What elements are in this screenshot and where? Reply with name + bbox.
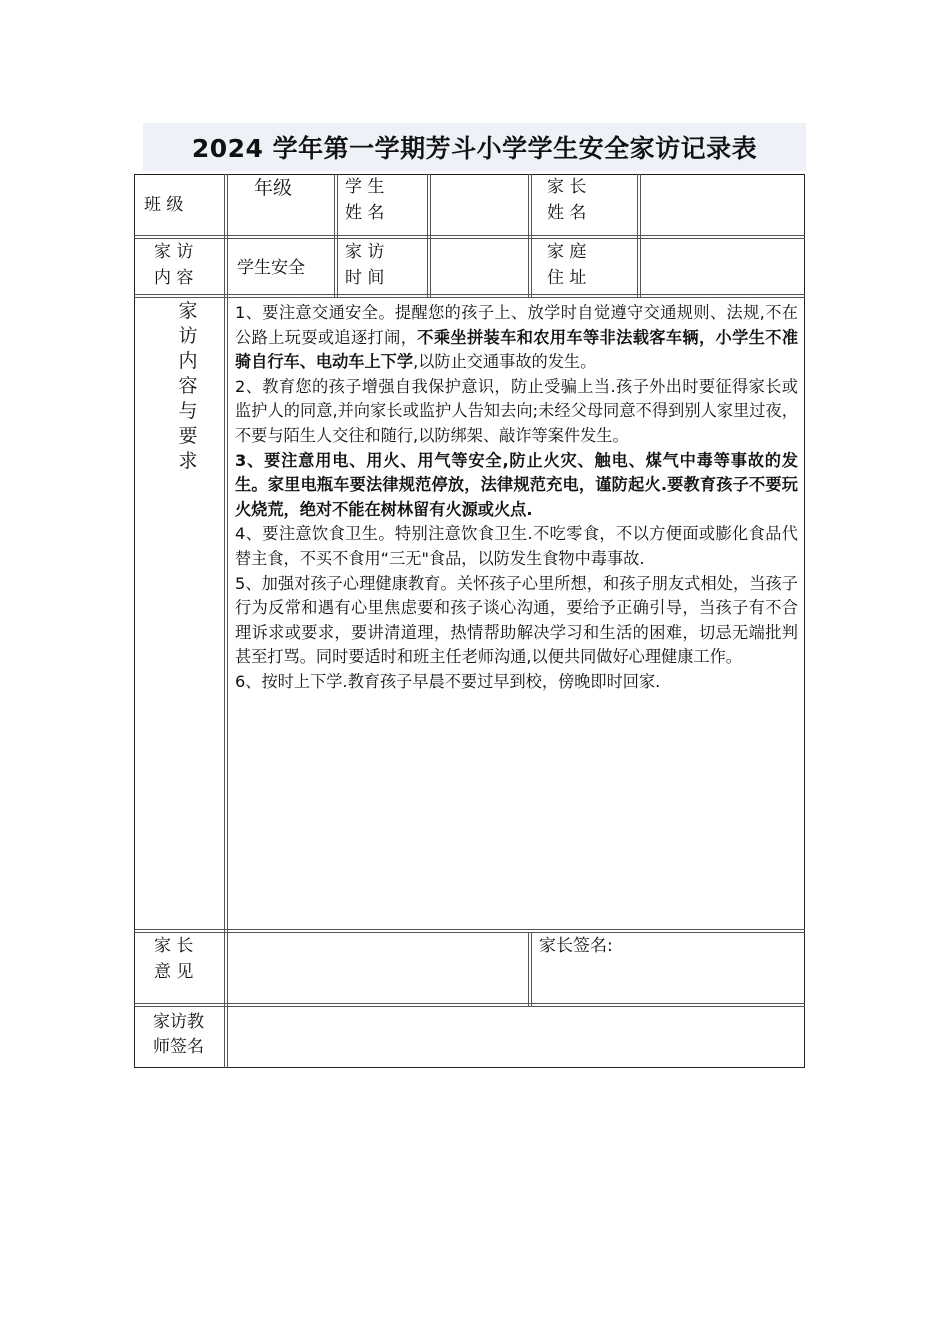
- visit-time-label-2: 时 间: [345, 268, 385, 288]
- rule-col3: [427, 174, 431, 297]
- visit-content-label-1: 家 访: [154, 242, 194, 262]
- title-band: [143, 123, 806, 171]
- rule-row1: [134, 235, 805, 239]
- parent-opinion-label-1: 家 长: [154, 936, 194, 956]
- requirement-item-1: [235, 301, 798, 375]
- visit-time-label-1: 家 访: [345, 242, 385, 262]
- rule-col1: [224, 174, 228, 1068]
- requirement-item-4: 4、要注意饮食卫生。特别注意饮食卫生.不吃零食，不以方便面或膨化食品代替主食，不买不食用“三无"食品，以防发生食物中毒事故.: [235, 524, 798, 568]
- parent-name-label-1: 家 长: [547, 177, 587, 197]
- home-visit-form: [134, 174, 805, 1068]
- parent-opinion-label-2: 意 见: [154, 962, 194, 982]
- requirement-item-1-emphasis: 不乘坐拼装车和农用车等非法载客车辆，小学生不准骑自行车、电动车上下学: [235, 327, 799, 372]
- border-bottom: [134, 1067, 805, 1068]
- teacher-signature-label-2: 师签名: [153, 1037, 204, 1057]
- student-name-label-1: 学 生: [345, 177, 385, 197]
- visit-content-value[interactable]: 学生安全: [237, 258, 305, 278]
- page-title: 2024 学年第一学期芳斗小学学生安全家访记录表: [191, 134, 758, 163]
- requirement-item-2: 2、教育您的孩子增强自我保护意识，防止受骗上当.孩子外出时要征得家长或监护人的同意,并向家长或监护人告知去向;未经父母同意不得到别人家里过夜，不要与陌生人交往和随行,以防绑架、敲诈等案件发生。: [235, 376, 798, 445]
- requirements-label: 家访内容与要求: [178, 300, 198, 472]
- requirement-item-5: 5、加强对孩子心理健康教育。关怀孩子心里所想，和孩子朋友式相处，当孩子行为反常和遇有心里焦虑要和孩子谈心沟通，要给予正确引导，当孩子有不合理诉求或要求，要讲清道理，热情帮助解决学习和生活的困难，切忌无端批判甚至打骂。同时要适时和班主任老师沟通,以便共同做好心理健康工作。: [235, 573, 798, 667]
- rule-row2: [134, 294, 805, 298]
- student-name-label-2: 姓 名: [345, 203, 385, 223]
- rule-row4: [134, 1003, 805, 1007]
- address-label-2: 住 址: [547, 268, 587, 288]
- requirement-item-1-tail: ,以防止交通事故的发生。: [413, 352, 597, 372]
- requirement-item-1-text: 1、要注意交通安全。提醒您的孩子上、放学时自觉遵守交通规则、法规,不在公路上玩耍或追逐打闹，: [235, 303, 798, 347]
- rule-row3: [134, 929, 805, 933]
- border-top: [134, 174, 805, 175]
- rule-col2: [334, 174, 338, 297]
- rule-col4-opinion: [528, 932, 532, 1006]
- teacher-signature-label-1: 家访教: [153, 1012, 204, 1032]
- rule-col4: [528, 174, 532, 297]
- address-label-1: 家 庭: [547, 242, 587, 262]
- rule-col5: [637, 174, 641, 297]
- requirement-item-3: 3、要注意用电、用火、用气等安全,防止火灾、触电、煤气中毒等事故的发生。家里电瓶车要法律规范停放，法律规范充电，谨防起火.要教育孩子不要玩火烧荒，绝对不能在树林留有火源或火点.: [235, 450, 798, 519]
- requirements-content: [235, 301, 798, 695]
- border-left: [134, 174, 135, 1068]
- class-label: 班 级: [144, 195, 184, 215]
- visit-content-label-2: 内 容: [154, 268, 194, 288]
- border-right: [804, 174, 805, 1068]
- parent-signature-label[interactable]: 家长签名:: [539, 936, 613, 956]
- requirement-item-6: 6、按时上下学.教育孩子早晨不要过早到校，傍晚即时回家.: [235, 671, 661, 691]
- grade-value[interactable]: 年级: [254, 177, 293, 199]
- parent-name-label-2: 姓 名: [547, 203, 587, 223]
